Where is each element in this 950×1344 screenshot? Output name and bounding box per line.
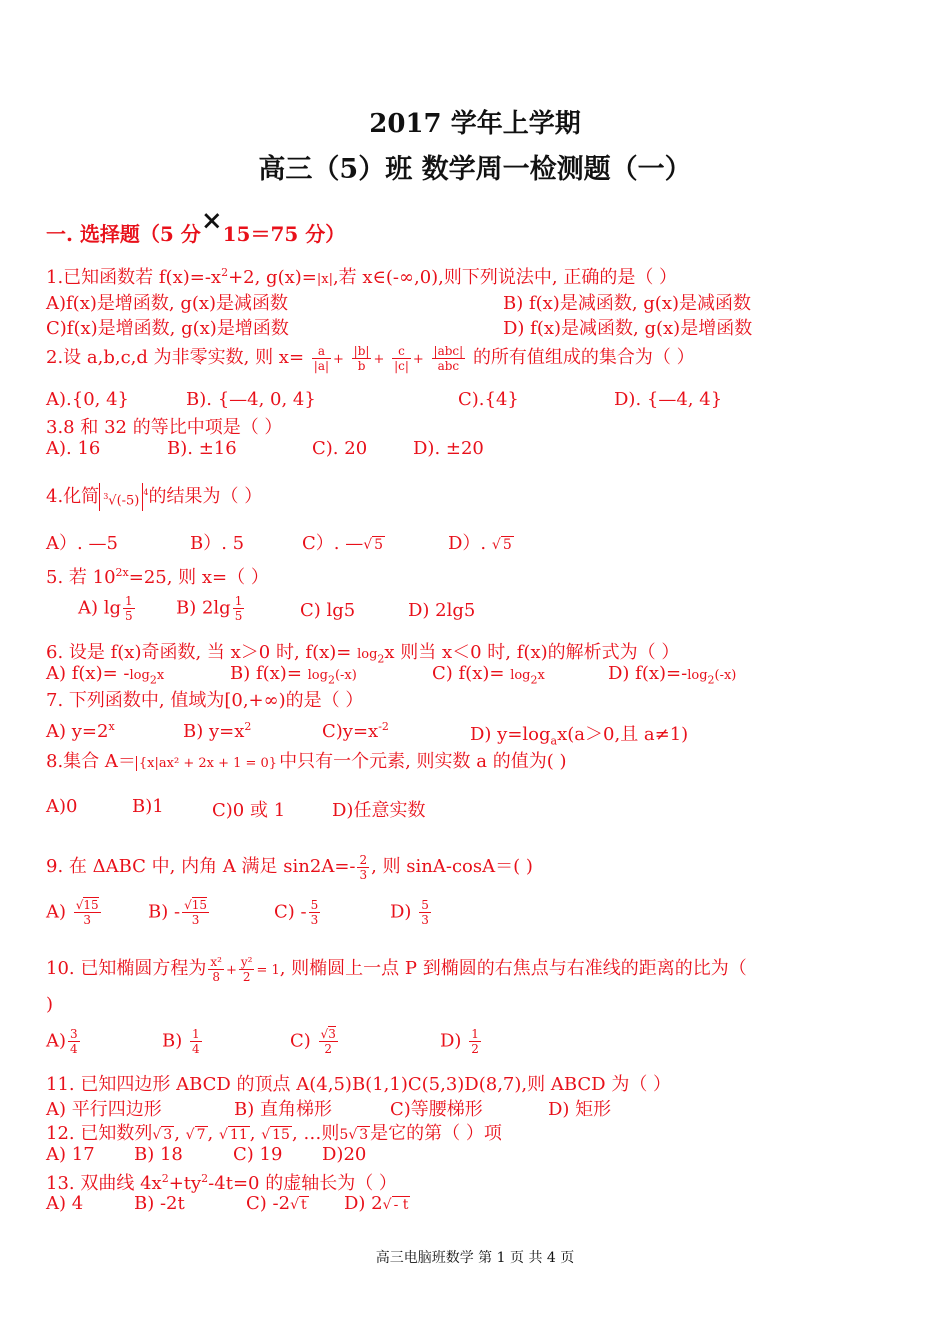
q12-option-a[interactable]: A) 17 [46, 1144, 95, 1165]
q5-stem: 5. 若 $10^{2x}=25$, 则 x=（ ） [46, 566, 269, 588]
q10-stem-cont: ) [46, 994, 54, 1015]
q8-stem: 8.集合 A＝ {x|ax² + 2x + 1 = 0} 中只有一个元素, 则实数 a 的值为( ) [46, 751, 567, 772]
q1-text-b: +2, g(x)= [228, 267, 317, 288]
q2-frac-4: $\frac{\text{|abc|}}{\text{abc}}$ [433, 343, 464, 373]
q2-frac-1: $\frac{a}{|a|}$ [313, 343, 330, 373]
q4-option-c[interactable]: C）. —√ 5 [302, 533, 384, 554]
sqrt5-c: √ 5 [363, 537, 384, 553]
q10-option-d[interactable]: D) $\frac{1}{2}$ [440, 1027, 479, 1056]
q4-option-d[interactable]: D）. √ 5 [448, 533, 512, 554]
q3-stem: 3.8 和 32 的等比中项是（ ） [46, 417, 283, 438]
q5-option-b[interactable]: B) 2lg $\frac{1}{5}$ [176, 594, 243, 623]
q3-option-a[interactable]: A). 16 [46, 438, 101, 459]
q11-option-d[interactable]: D) 矩形 [548, 1099, 612, 1120]
q9-option-a[interactable]: A) $\frac{√15}{3}$ [46, 898, 99, 927]
q7-stem: 7. 下列函数中, 值域为[0,+∞)的是（ ） [46, 690, 364, 711]
q3-option-b[interactable]: B). ±16 [167, 438, 237, 459]
q9-option-b[interactable]: B) - $\frac{√15}{3}$ [148, 898, 207, 927]
q1-sup: 2 [221, 266, 229, 279]
q2-option-a[interactable]: A).{0, 4} [46, 389, 129, 410]
q4-exp: 4 [143, 488, 149, 497]
q2-option-d[interactable]: D). {—4, 4} [614, 389, 723, 410]
q11-stem: 11. 已知四边形 ABCD 的顶点 A(4,5)B(1,1)C(5,3)D(8,7),则 ABCD 为（ ） [46, 1074, 672, 1095]
sqrt5-d: √ 5 [491, 537, 512, 553]
q7-option-a[interactable]: A) $y=2^x$ [46, 720, 115, 742]
q4-option-b[interactable]: B）. 5 [190, 533, 245, 554]
q8-option-b[interactable]: B)1 [132, 796, 164, 817]
q1-option-c[interactable]: C)f(x)是增函数, g(x)是增函数 [46, 318, 289, 339]
q1-stem [46, 263, 677, 289]
q1-option-d[interactable]: D) f(x)是减函数, g(x)是增函数 [503, 318, 753, 339]
q9-option-c[interactable]: C) - $\frac{5}{3}$ [274, 898, 319, 927]
q1-option-a[interactable]: A)f(x)是增函数, g(x)是减函数 [46, 293, 289, 314]
q11-option-b[interactable]: B) 直角梯形 [234, 1099, 332, 1120]
q6-stem: 6. 设是 f(x)奇函数, 当 x＞0 时, $f(x)= \log_2x$ 则当 x＜0 时, f(x)的解析式为（ ） [46, 642, 680, 666]
page-title: 2017 学年上学期 [369, 109, 581, 139]
q3-option-d[interactable]: D). ±20 [413, 438, 484, 459]
q2-plus-2: + [373, 352, 385, 367]
q5-option-c[interactable]: C) lg5 [300, 600, 356, 621]
page-footer: 高三电脑班数学 第 1 页 共 4 页 [375, 1250, 575, 1266]
q10-stem: 10. 已知椭圆方程为 $\frac{\text{x²}}{8}$ + $\frac{\text{y²}}{2}$ = 1, 则椭圆上一点 P 到椭圆的右焦点与右准线的距离的比为（ [46, 954, 747, 984]
q3-option-c[interactable]: C). 20 [312, 438, 368, 459]
q4-text-a: 4.化简 [46, 486, 100, 507]
q8-option-a[interactable]: A)0 [46, 796, 78, 817]
q2-text-b: 的所有值组成的集合为（ ） [472, 347, 695, 368]
q4-expr: $^3$√(-5) [99, 483, 143, 511]
q13-stem: 13. 双曲线 $4x^2+ty^2-4t=0$ 的虚轴长为（ ） [46, 1172, 397, 1194]
q5-option-d[interactable]: D) 2lg5 [408, 600, 476, 621]
q11-option-c[interactable]: C)等腰梯形 [390, 1099, 483, 1120]
q9-stem: 9. 在 ΔABC 中, 内角 A 满足 sin2A=- $\frac{2}{3}$ , 则 sinA-cosA＝( ) [46, 852, 533, 882]
q4-stem [46, 482, 262, 511]
q9-option-d[interactable]: D) $\frac{5}{3}$ [390, 898, 429, 927]
section-heading [46, 206, 346, 248]
q2-plus-3: + [412, 352, 424, 367]
q1-option-b[interactable]: B) f(x)是减函数, g(x)是减函数 [503, 293, 751, 314]
q2-plus-1: + [333, 352, 344, 367]
q2-option-c[interactable]: C).{4} [458, 389, 519, 410]
q1-abs: |x| [316, 272, 333, 287]
section-suffix: 15＝75 分） [222, 222, 346, 246]
q12-option-c[interactable]: C) 19 [233, 1144, 283, 1165]
q13-option-d[interactable]: D) 2√ - t [344, 1193, 409, 1214]
q5-option-a[interactable]: A) lg $\frac{1}{5}$ [78, 594, 133, 623]
q8-set: {x|ax² + 2x + 1 = 0} [136, 756, 279, 771]
q13-option-a[interactable]: A) 4 [46, 1193, 84, 1214]
q4-option-a[interactable]: A）. —5 [46, 533, 118, 554]
q7-option-c[interactable]: $C)y=x^{-2}$ [322, 720, 389, 742]
q12-stem: 12. 已知数列√ 3 , √ 7 , √ 11 , √ 15 , …则5√ 3 是它的第（ ）项 [46, 1123, 502, 1144]
q7-option-d[interactable]: D) $y=\log_ax(a>0$,且 a≠1) [470, 724, 689, 748]
q1-text-a: 1.已知函数若 f(x)=-x [46, 267, 222, 288]
q10-option-a[interactable]: A) $\frac{3}{4}$ [46, 1027, 78, 1056]
times-symbol: × [200, 206, 223, 236]
q8-option-c[interactable]: C)0 或 1 [212, 800, 286, 821]
q6-option-c[interactable]: C) $f(x)= \log_2x$ [432, 663, 545, 687]
q4-text-b: 的结果为（ ） [148, 486, 263, 507]
q10-option-c[interactable]: C) $\frac{√3}{2}$ [290, 1027, 336, 1056]
q7-option-b[interactable]: B) $y=x^2$ [183, 720, 252, 742]
q11-option-a[interactable]: A) 平行四边形 [46, 1099, 162, 1120]
q6-option-a[interactable]: A) $f(x)= -\log_2x$ [46, 663, 165, 687]
q6-option-d[interactable]: D) $f(x)=-\log_2(-x)$ [608, 663, 737, 687]
q2-option-b[interactable]: B). {—4, 0, 4} [186, 389, 316, 410]
q12-option-d[interactable]: D)20 [322, 1144, 367, 1165]
q8-option-d[interactable]: D)任意实数 [332, 800, 426, 821]
page-subtitle: 高三（5）班 数学周一检测题（一） [258, 154, 692, 185]
q6-option-b[interactable]: B) $f(x)= \log_2(-x)$ [230, 663, 357, 687]
q13-option-b[interactable]: B) -2t [134, 1193, 185, 1214]
q2-text-a: 2.设 a,b,c,d 为非零实数, 则 x= [46, 347, 305, 368]
section-label: 一. 选择题（5 分 [46, 222, 201, 246]
q13-option-c[interactable]: C) -2√ t [246, 1193, 307, 1214]
q12-option-b[interactable]: B) 18 [134, 1144, 183, 1165]
q10-option-b[interactable]: B) $\frac{1}{4}$ [162, 1027, 200, 1056]
q2-frac-3: $\frac{c}{|c|}$ [394, 343, 409, 373]
q2-frac-2: $\frac{|b|}{b}$ [353, 343, 370, 373]
q2-stem [46, 343, 695, 373]
q1-text-c: ,若 x∈(-∞,0),则下列说法中, 正确的是（ ） [332, 267, 678, 288]
